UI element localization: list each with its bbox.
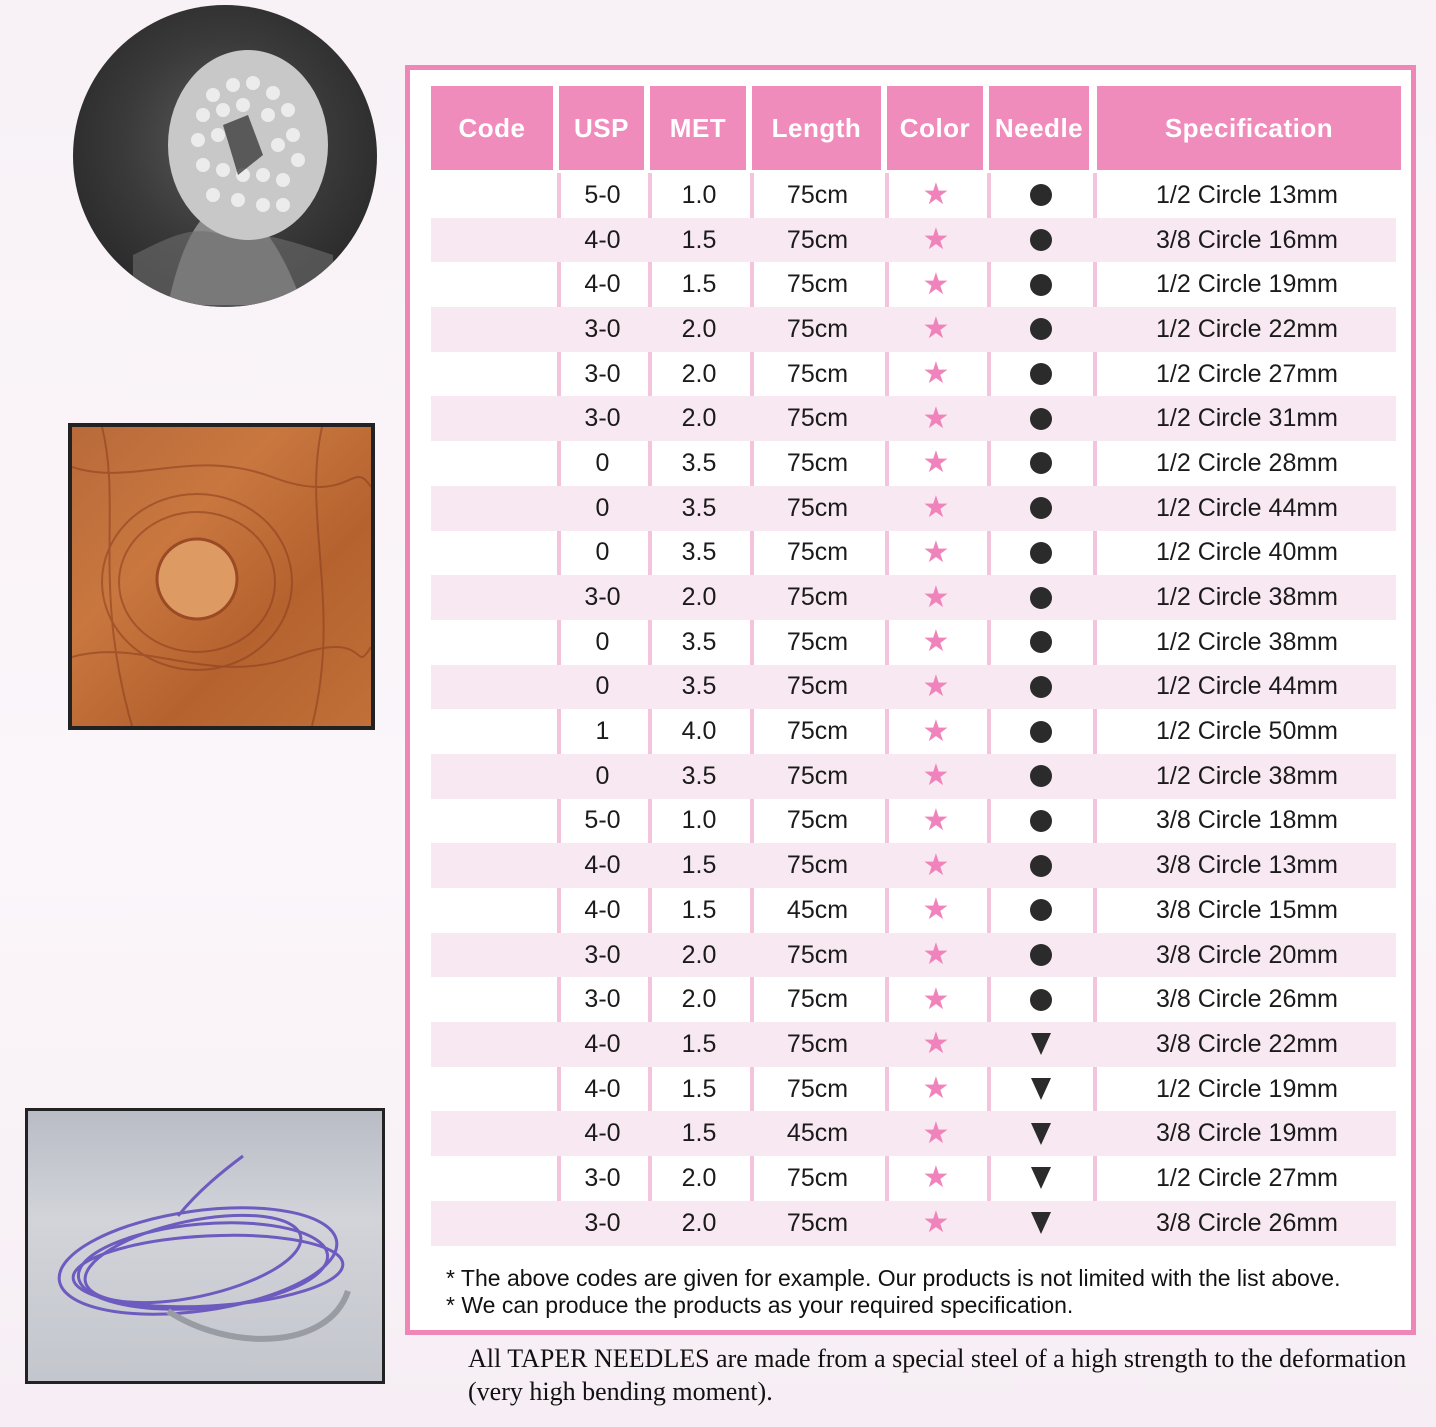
star-icon: ★ — [922, 357, 950, 391]
cell-code — [431, 977, 557, 1022]
cell-length: 75cm — [786, 270, 849, 299]
cell-specification: 3/8 Circle 18mm — [1156, 806, 1338, 835]
dot-icon — [1030, 899, 1052, 921]
cell-specification: 1/2 Circle 22mm — [1156, 314, 1338, 343]
cell-code — [431, 262, 557, 307]
cell-color — [887, 665, 985, 710]
star-icon: ★ — [922, 580, 950, 614]
cell-length: 75cm — [786, 940, 849, 969]
dot-icon — [1030, 676, 1052, 698]
dot-icon — [1030, 318, 1052, 340]
cell-met: 2.0 — [681, 1163, 717, 1192]
table-row — [431, 888, 1396, 933]
cell-met: 1.5 — [681, 225, 717, 254]
cell-met: 3.5 — [681, 627, 717, 656]
cell-length: 75cm — [786, 359, 849, 388]
table-row — [431, 977, 1396, 1022]
table-row — [431, 1111, 1396, 1156]
table-row — [431, 173, 1396, 218]
cell-usp: 3-0 — [584, 314, 621, 343]
cell-color — [887, 1067, 985, 1112]
cell-usp: 0 — [595, 761, 610, 790]
cell-color — [887, 218, 985, 263]
cell-met: 1.0 — [681, 806, 717, 835]
cell-length: 75cm — [786, 314, 849, 343]
cell-specification: 1/2 Circle 31mm — [1156, 404, 1338, 433]
cell-met: 1.5 — [681, 1029, 717, 1058]
star-icon: ★ — [922, 491, 950, 525]
cell-specification: 3/8 Circle 16mm — [1156, 225, 1338, 254]
cell-code — [431, 1111, 557, 1156]
cell-code — [431, 173, 557, 218]
table-row — [431, 307, 1396, 352]
header-met: MET — [650, 86, 746, 170]
header-length: Length — [752, 86, 881, 170]
cell-usp: 3-0 — [584, 940, 621, 969]
cell-needle — [989, 1201, 1093, 1246]
star-icon: ★ — [922, 1072, 950, 1106]
cell-usp: 3-0 — [584, 1163, 621, 1192]
cell-met: 3.5 — [681, 538, 717, 567]
star-icon: ★ — [922, 893, 950, 927]
cell-met: 3.5 — [681, 448, 717, 477]
cell-color — [887, 1022, 985, 1067]
dot-icon — [1030, 810, 1052, 832]
cell-code — [431, 1067, 557, 1112]
cell-needle — [989, 396, 1093, 441]
cell-color — [887, 620, 985, 665]
cell-met: 1.5 — [681, 895, 717, 924]
cell-code — [431, 799, 557, 844]
cell-usp: 4-0 — [584, 1074, 621, 1103]
cell-length: 75cm — [786, 627, 849, 656]
star-icon: ★ — [922, 1206, 950, 1240]
star-icon: ★ — [922, 714, 950, 748]
star-icon: ★ — [922, 848, 950, 882]
cell-met: 1.5 — [681, 270, 717, 299]
table-row — [431, 620, 1396, 665]
cell-needle — [989, 173, 1093, 218]
cell-length: 75cm — [786, 493, 849, 522]
cell-specification: 1/2 Circle 40mm — [1156, 538, 1338, 567]
cell-length: 75cm — [786, 448, 849, 477]
cell-specification: 3/8 Circle 19mm — [1156, 1119, 1338, 1148]
cell-usp: 3-0 — [584, 583, 621, 612]
triangle-icon — [1031, 1123, 1051, 1145]
cell-usp: 4-0 — [584, 1119, 621, 1148]
cell-length: 75cm — [786, 1208, 849, 1237]
cell-needle — [989, 531, 1093, 576]
product-table-frame — [405, 65, 1416, 1335]
cell-code — [431, 709, 557, 754]
cell-specification: 1/2 Circle 38mm — [1156, 583, 1338, 612]
cell-needle — [989, 665, 1093, 710]
cell-needle — [989, 307, 1093, 352]
cell-specification: 1/2 Circle 28mm — [1156, 448, 1338, 477]
cell-needle — [989, 799, 1093, 844]
taper-needle-description — [468, 1342, 1436, 1408]
cell-specification: 1/2 Circle 38mm — [1156, 761, 1338, 790]
cell-color — [887, 307, 985, 352]
cell-specification: 1/2 Circle 19mm — [1156, 270, 1338, 299]
cell-length: 75cm — [786, 404, 849, 433]
cell-color — [887, 888, 985, 933]
cell-code — [431, 665, 557, 710]
header-specification: Specification — [1097, 86, 1401, 170]
cell-color — [887, 352, 985, 397]
cell-code — [431, 441, 557, 486]
cell-needle — [989, 1156, 1093, 1201]
table-row — [431, 441, 1396, 486]
cell-needle — [989, 352, 1093, 397]
note-line: * We can produce the products as your required specification. — [446, 1292, 1074, 1318]
cell-color — [887, 262, 985, 307]
dot-icon — [1030, 452, 1052, 474]
fiber-cross-section-image — [73, 5, 377, 307]
star-icon: ★ — [922, 759, 950, 793]
star-icon: ★ — [922, 982, 950, 1016]
table-row — [431, 575, 1396, 620]
cell-met: 1.0 — [681, 180, 717, 209]
cell-met: 2.0 — [681, 359, 717, 388]
cell-length: 75cm — [786, 180, 849, 209]
cell-met: 2.0 — [681, 404, 717, 433]
cell-usp: 0 — [595, 448, 610, 477]
cell-usp: 0 — [595, 672, 610, 701]
dot-icon — [1030, 587, 1052, 609]
cell-length: 75cm — [786, 1163, 849, 1192]
table-row — [431, 933, 1396, 978]
cell-specification: 3/8 Circle 26mm — [1156, 985, 1338, 1014]
cell-specification: 1/2 Circle 13mm — [1156, 180, 1338, 209]
cell-color — [887, 531, 985, 576]
cell-specification: 1/2 Circle 19mm — [1156, 1074, 1338, 1103]
cell-needle — [989, 888, 1093, 933]
cell-code — [431, 1022, 557, 1067]
cell-specification: 1/2 Circle 44mm — [1156, 672, 1338, 701]
table-row — [431, 1022, 1396, 1067]
cell-usp: 3-0 — [584, 359, 621, 388]
cell-usp: 0 — [595, 627, 610, 656]
cell-code — [431, 486, 557, 531]
cell-color — [887, 843, 985, 888]
cell-code — [431, 307, 557, 352]
cell-met: 2.0 — [681, 583, 717, 612]
cell-length: 45cm — [786, 1119, 849, 1148]
dot-icon — [1030, 631, 1052, 653]
dot-icon — [1030, 542, 1052, 564]
header-usp: USP — [559, 86, 644, 170]
star-icon: ★ — [922, 625, 950, 659]
cell-needle — [989, 1111, 1093, 1156]
cell-length: 75cm — [786, 985, 849, 1014]
cell-code — [431, 754, 557, 799]
cell-specification: 1/2 Circle 50mm — [1156, 717, 1338, 746]
cell-needle — [989, 933, 1093, 978]
cell-color — [887, 173, 985, 218]
cell-usp: 3-0 — [584, 404, 621, 433]
header-color: Color — [887, 86, 983, 170]
cell-met: 3.5 — [681, 761, 717, 790]
cell-color — [887, 1111, 985, 1156]
cell-met: 4.0 — [681, 717, 717, 746]
cell-code — [431, 888, 557, 933]
table-row — [431, 754, 1396, 799]
cell-usp: 3-0 — [584, 1208, 621, 1237]
star-icon: ★ — [922, 312, 950, 346]
cell-usp: 5-0 — [584, 806, 621, 835]
cell-length: 75cm — [786, 1074, 849, 1103]
cell-color — [887, 933, 985, 978]
cell-usp: 5-0 — [584, 180, 621, 209]
cell-color — [887, 754, 985, 799]
note-line: * The above codes are given for example. Our products is not limited with the list above. — [446, 1265, 1341, 1291]
star-icon: ★ — [922, 535, 950, 569]
cell-specification: 1/2 Circle 27mm — [1156, 1163, 1338, 1192]
cell-needle — [989, 843, 1093, 888]
table-row — [431, 1156, 1396, 1201]
cell-color — [887, 1201, 985, 1246]
cell-specification: 3/8 Circle 26mm — [1156, 1208, 1338, 1237]
cell-color — [887, 977, 985, 1022]
cell-needle — [989, 575, 1093, 620]
cell-usp: 3-0 — [584, 985, 621, 1014]
table-row — [431, 1201, 1396, 1246]
cell-needle — [989, 620, 1093, 665]
cell-needle — [989, 441, 1093, 486]
cell-specification: 3/8 Circle 22mm — [1156, 1029, 1338, 1058]
cell-specification: 3/8 Circle 15mm — [1156, 895, 1338, 924]
cell-length: 75cm — [786, 1029, 849, 1058]
star-icon: ★ — [922, 669, 950, 703]
cell-met: 2.0 — [681, 940, 717, 969]
table-row — [431, 799, 1396, 844]
dot-icon — [1030, 363, 1052, 385]
star-icon: ★ — [922, 938, 950, 972]
table-row — [431, 665, 1396, 710]
cell-needle — [989, 1022, 1093, 1067]
dot-icon — [1030, 765, 1052, 787]
star-icon: ★ — [922, 178, 950, 212]
star-icon: ★ — [922, 223, 950, 257]
cell-met: 1.5 — [681, 1074, 717, 1103]
description-line: All TAPER NEEDLES are made from a special steel of a high strength to the deformation — [468, 1344, 1407, 1373]
cell-needle — [989, 486, 1093, 531]
cell-met: 2.0 — [681, 314, 717, 343]
star-icon: ★ — [922, 1161, 950, 1195]
cell-needle — [989, 262, 1093, 307]
cell-code — [431, 620, 557, 665]
cell-needle — [989, 218, 1093, 263]
description-line: (very high bending moment). — [468, 1377, 773, 1406]
cell-code — [431, 1156, 557, 1201]
cell-code — [431, 396, 557, 441]
cell-color — [887, 396, 985, 441]
suture-thread-image — [25, 1108, 385, 1384]
cell-specification: 1/2 Circle 44mm — [1156, 493, 1338, 522]
cell-color — [887, 486, 985, 531]
cell-needle — [989, 709, 1093, 754]
cell-usp: 1 — [595, 717, 610, 746]
triangle-icon — [1031, 1212, 1051, 1234]
cell-color — [887, 1156, 985, 1201]
cell-code — [431, 933, 557, 978]
cell-length: 75cm — [786, 761, 849, 790]
cell-met: 3.5 — [681, 672, 717, 701]
triangle-icon — [1031, 1078, 1051, 1100]
cell-needle — [989, 1067, 1093, 1112]
cell-color — [887, 441, 985, 486]
cell-color — [887, 799, 985, 844]
cell-met: 3.5 — [681, 493, 717, 522]
dot-icon — [1030, 184, 1052, 206]
cell-length: 75cm — [786, 806, 849, 835]
dot-icon — [1030, 229, 1052, 251]
table-row — [431, 396, 1396, 441]
cell-color — [887, 709, 985, 754]
star-icon: ★ — [922, 446, 950, 480]
dot-icon — [1030, 408, 1052, 430]
star-icon: ★ — [922, 401, 950, 435]
cell-met: 1.5 — [681, 851, 717, 880]
cell-needle — [989, 754, 1093, 799]
table-row — [431, 486, 1396, 531]
cell-usp: 4-0 — [584, 851, 621, 880]
table-header — [431, 86, 1401, 173]
header-needle: Needle — [989, 86, 1089, 170]
cell-length: 75cm — [786, 717, 849, 746]
header-code: Code — [431, 86, 553, 170]
cell-usp: 4-0 — [584, 270, 621, 299]
cell-usp: 0 — [595, 538, 610, 567]
cell-color — [887, 575, 985, 620]
cell-specification: 1/2 Circle 38mm — [1156, 627, 1338, 656]
dot-icon — [1030, 944, 1052, 966]
cell-length: 75cm — [786, 672, 849, 701]
cell-usp: 0 — [595, 493, 610, 522]
cell-met: 1.5 — [681, 1119, 717, 1148]
cell-length: 45cm — [786, 895, 849, 924]
cell-code — [431, 531, 557, 576]
cell-specification: 1/2 Circle 27mm — [1156, 359, 1338, 388]
cell-needle — [989, 977, 1093, 1022]
cell-code — [431, 218, 557, 263]
cell-specification: 3/8 Circle 20mm — [1156, 940, 1338, 969]
cell-code — [431, 575, 557, 620]
cell-code — [431, 352, 557, 397]
dot-icon — [1030, 274, 1052, 296]
dot-icon — [1030, 855, 1052, 877]
cell-code — [431, 843, 557, 888]
cell-length: 75cm — [786, 538, 849, 567]
dot-icon — [1030, 721, 1052, 743]
tissue-histology-image — [68, 423, 375, 730]
cell-met: 2.0 — [681, 985, 717, 1014]
cell-usp: 4-0 — [584, 1029, 621, 1058]
cell-length: 75cm — [786, 583, 849, 612]
cell-met: 2.0 — [681, 1208, 717, 1237]
notes — [446, 1265, 1340, 1319]
table-row — [431, 262, 1396, 307]
table-row — [431, 531, 1396, 576]
cell-usp: 4-0 — [584, 225, 621, 254]
table-row — [431, 218, 1396, 263]
triangle-icon — [1031, 1167, 1051, 1189]
cell-usp: 4-0 — [584, 895, 621, 924]
table-row — [431, 352, 1396, 397]
dot-icon — [1030, 989, 1052, 1011]
cell-length: 75cm — [786, 851, 849, 880]
star-icon: ★ — [922, 1027, 950, 1061]
table-row — [431, 1067, 1396, 1112]
star-icon: ★ — [922, 1116, 950, 1150]
star-icon: ★ — [922, 803, 950, 837]
star-icon: ★ — [922, 267, 950, 301]
dot-icon — [1030, 497, 1052, 519]
triangle-icon — [1031, 1033, 1051, 1055]
table-row — [431, 843, 1396, 888]
table-row — [431, 709, 1396, 754]
cell-specification: 3/8 Circle 13mm — [1156, 851, 1338, 880]
table-body — [431, 173, 1396, 1246]
cell-code — [431, 1201, 557, 1246]
cell-length: 75cm — [786, 225, 849, 254]
